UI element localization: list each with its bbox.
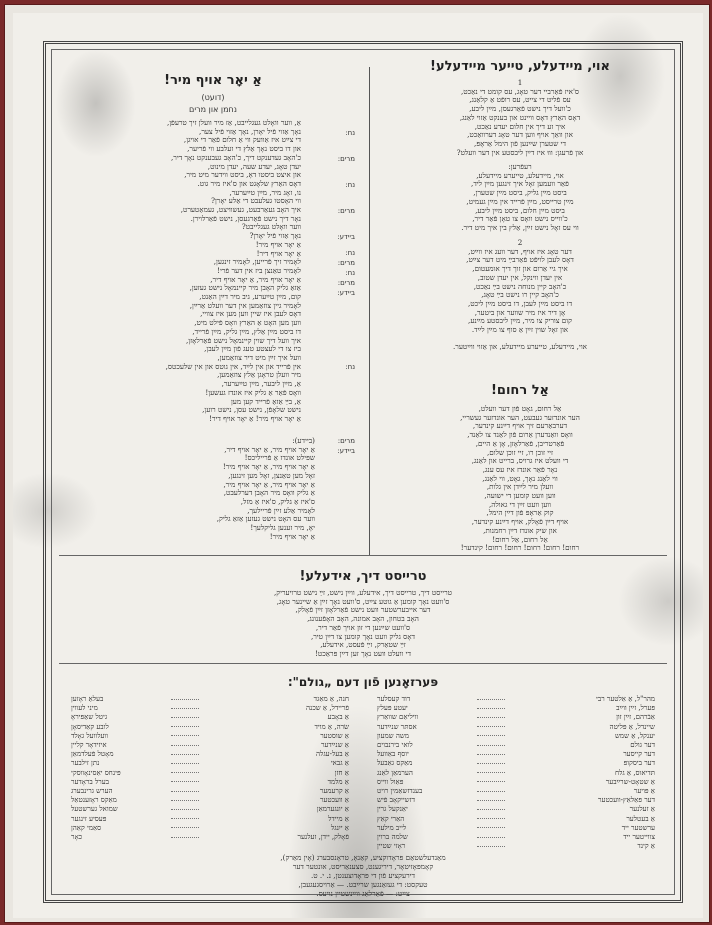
cast-role: אַ מלמד (327, 777, 349, 786)
section-number: 1 (517, 79, 523, 87)
cast-actor: איזידאָר קליין (71, 741, 107, 749)
cast-row (375, 741, 655, 750)
footer-line: מאַנדעלשטאַם פּראָדוקציע, קאַנאָ, טראָנסבערג (אָין מאַרק), (280, 853, 446, 862)
poem-line: ווי לאַנג נאָך, גאָט, ווי לאַנג, (482, 474, 558, 483)
verse-line: כ'וועל דיך נישט פֿאַרגעסן, מײַן ליבע, (469, 105, 571, 114)
cast-actor: האַרי קאַץ (377, 814, 405, 823)
cast-role: פֿריידל, אַ שכנה (306, 704, 349, 713)
duet-line: אין פֿרייד און אין לײַד, אין גוטס און אין שלעכטס, (165, 362, 301, 371)
verse-line: איך גיי אַרום און זוך דיך אומעטום, (472, 265, 568, 274)
refrain-line: כ'ווייס נישט וואָס צו טאָן פֿאַר דיר, (472, 215, 568, 224)
duet-line: נישט שלאָפֿן, נישט עסן, נישט רוען, (202, 406, 301, 415)
poem-title: אַל רחום! (490, 383, 550, 398)
cast-row (375, 759, 655, 768)
verse-line: עס פֿליט די צייט, עס רופֿט אַ קלאַנג, (469, 96, 571, 105)
cast-role: שיינדל, אַ פּליטה (609, 722, 655, 731)
cast-actor: יאַנקעל גרין (377, 805, 408, 814)
poem-line: וועלן מיר לײַדן אין גלות, (486, 483, 554, 492)
cast-row (375, 842, 655, 851)
middle-line: דאָס גליק וועט נאָך קומען צו דײַן טיר, (310, 632, 416, 641)
middle-line: די וועלט וועט נאָך זען דײַן פּראַכט! (315, 649, 411, 658)
leader-dots (477, 699, 505, 700)
scan-frame (4, 4, 710, 923)
cast-actor: דזשייקאָב פֿיש (377, 796, 415, 805)
refrain-line: ביסט מײַן גליק, ביסט מײַן שטערן, (473, 189, 567, 198)
leader-dots (477, 726, 505, 727)
leader-dots (477, 763, 505, 764)
cast-role: פֿאָלק, יידן, זעלנער (297, 833, 349, 841)
cast-role: אַ מיידל (328, 814, 349, 823)
cast-role: צווייטער ייד (623, 833, 655, 841)
refrain-1 (385, 163, 655, 233)
duet-line: וואָס פֿאַר אַ גליק איז אונדז געשען! (205, 388, 301, 397)
cast-row (375, 704, 655, 713)
cast-actor: לייב מילער (377, 823, 407, 832)
verse-line: קום צוריק צו מיר, מײַן ליבסטע מײַנע, (468, 317, 572, 326)
leader-dots (171, 735, 199, 736)
cast-role: אַ זעלנער (629, 805, 655, 814)
speaker-label: מרים: (337, 259, 355, 267)
footer-credits (163, 853, 563, 898)
cast-actor: בעלאַ ראָזען (71, 695, 104, 703)
cast-row (375, 713, 655, 722)
duet-line: די צײַט איז אַוועק ווי אַ חלום פֿאַר די אויגן, (183, 136, 301, 145)
duet-lines (69, 119, 301, 424)
section-number: 2 (517, 239, 523, 247)
cast-role: חנה, אַ מאַגד (313, 695, 349, 703)
leader-dots (477, 809, 505, 810)
cast-row (375, 695, 655, 704)
speaker-label: נח: (345, 181, 355, 189)
cast-role: דער גולם (630, 741, 655, 749)
poem-line: ווען וועט קומען די ישועה, (484, 492, 556, 501)
verse-line: די שטערן שײַנען פֿון הימל אַראָפּ, (474, 139, 566, 148)
cast-role: דער קייסער (623, 750, 655, 759)
cast-row (69, 713, 349, 722)
poem-line: אַל רחום, אַל רחום! (492, 535, 548, 544)
leader-dots (477, 800, 505, 801)
leader-dots (171, 791, 199, 792)
poem-line: פֿאַרטריבן, פֿאַרלאָזן, אָן אַ היים, (475, 439, 565, 448)
leader-dots (477, 772, 505, 773)
cast-actor: מיני לעווין (71, 704, 98, 713)
cast-actor: סאַמי קאַהן (71, 823, 102, 832)
middle-line: טרייסט דיך, טרייסט דיך, אידעלע, ווײַן נישט, זײַ נישט טרויעריק, (274, 589, 452, 597)
verse-line: אָן דיר איז מיר שווער און ביטער, (474, 308, 566, 317)
cast-role: אַ גבאי (330, 759, 349, 768)
leader-dots (171, 800, 199, 801)
closing-chorus (75, 437, 315, 541)
cast-role: אַ באָבע (327, 713, 349, 722)
leader-dots (477, 754, 505, 755)
duet-line: און דו ביסט נאָך אַלץ די זעלבע ווי פֿריער, (187, 145, 301, 154)
middle-line: ס'וועט שײַנען די זון אויך פֿאַר דיר, (315, 623, 411, 632)
cast-row (375, 833, 655, 842)
stanza-1 (385, 79, 655, 157)
verse-line: אין יעדן ווינקל, אין יעדן שטוב, (477, 273, 563, 282)
speaker-label: נח: (345, 249, 355, 257)
cast-role: אַבֿרהם, זײַן זון (616, 713, 655, 722)
leader-dots (477, 781, 505, 782)
leader-dots (171, 763, 199, 764)
cast-row (69, 805, 349, 814)
duet-line: אַזאַ גליק האָבן מיר קיינמאָל נישט געזען, (189, 284, 301, 293)
speaker-label: נח: (345, 129, 355, 137)
duet-line: ווען מען האָט אַ האַרץ וואָס פֿילט מיט, (194, 319, 301, 328)
poem-line: נאָר פֿאַר אונדז איז עס ענג, (482, 465, 558, 474)
closing-line: לאָמיר אַלע זײַן פֿריילעך, (247, 506, 315, 515)
column-divider (369, 67, 370, 555)
footer-line: טעקסט: די געזאַנגען שרײַבט. — אַרויסגעגעבן, (298, 880, 428, 889)
speaker-label: נח: (345, 363, 355, 371)
cast-actor: הערש גרינבערג (71, 787, 113, 795)
song-subtitle: (דועט) (201, 93, 225, 102)
verse-line: כ'האָב קיין רו נישט בײַ טאָג, (481, 291, 559, 300)
closing-line: אַ יאָר אויף מיר, אַ יאָר אויף מיר, (223, 480, 315, 489)
duet-line: איך וועל דיך שוין קיינמאָל נישט פֿאַרלאָזן, (185, 336, 301, 345)
middle-line: זײַ שטאַרק, זײַ פֿעסט, אידעלע, (320, 641, 406, 650)
song-title-left: אַ יאָר אויף מיר! (164, 73, 262, 88)
cast-row (375, 805, 655, 814)
cast-actor: וועלוועל גאָלד (71, 731, 109, 740)
poem-line: זיי זוכן רו, זיי זוכן שלום, (486, 448, 554, 457)
cast-role: שׂרה, אַ מויד (314, 722, 349, 731)
refrain-line: אוי, מיידעלע, טייערע מיידעלע, (476, 171, 564, 180)
poem-line: וואָס וואַנדערן אַרום פֿון לאַנד צו לאַנד, (467, 431, 573, 440)
footer-line: דירעקציע פֿון די פּראָדוצענטן, נ. י. ט. (311, 871, 415, 880)
cast-row (69, 815, 349, 824)
duet-line: ביז צו די לעצטע טעג פֿון מײַן לעבן, (204, 345, 301, 354)
cast-row (375, 723, 655, 732)
cast-role: תּדיאוס, אַ גלח (614, 768, 655, 777)
cast-actor: לואי בירנבוים (377, 741, 413, 749)
cast-role: אַ ייִנגל (331, 823, 349, 832)
refrain-line: ווי עס זאָל נישט זײַן, אַלץ בין איך מיט דיר. (461, 223, 579, 232)
speaker-label: מרים: (337, 437, 355, 445)
closing-line: אַ יאָר אויף מיר, אַ יאָר אויף דיר, (224, 445, 315, 454)
duet-line: נאָך אַזוי פֿיל יאָרן? (249, 232, 301, 241)
cast-actor: כאָר (71, 833, 83, 841)
cast-actor: פּעסיע זינגער (71, 814, 107, 823)
cast-actor: שלמה ברוין (377, 833, 408, 841)
speaker-label: ביידע: (337, 233, 355, 241)
cast-actor: שמואל גערשטעל (71, 805, 118, 814)
cast-row (69, 759, 349, 768)
duet-line: אַ יאָר אויף מיר! אַ יאָר אויף דיר! (209, 414, 301, 423)
cast-role: ערשטער ייד (621, 823, 655, 832)
duet-line: ווי האָסטו געלעבט די אַלע יאָרן? (211, 197, 301, 206)
duet-line: איך האָב געאַרבעט, געשוויצט, געמאַטערט, (180, 206, 301, 215)
cast-row (375, 750, 655, 759)
verse-line: און וואַך אויף ווען דער טאָג דערוואַכט, (467, 131, 573, 140)
verse-line: דו ביסט מײַן לעבן, דו ביסט מײַן ליכט, (467, 299, 573, 308)
cast-actor: לובע קאַדיסאָן (71, 722, 109, 731)
leader-dots (171, 772, 199, 773)
cast-row (69, 750, 349, 759)
cast-role: מהר"ל, אַ אַלטער רבי (596, 695, 655, 703)
poem-line: קוק אַראָפּ פֿון דײַן הימל, (486, 509, 554, 518)
poem-closing-line: רחום! רחום! רחום! רחום! רחום! קינדער! (460, 544, 580, 553)
duet-line: אַ, ווער וואָלט געגלייבט, אַז מיר וועלן זיך טרעפֿן, (166, 119, 301, 127)
duet-line: וועל איך זײַן מיט דיר צוזאַמען, (217, 353, 301, 362)
poem-line: אויף דײַן פֿאָלק, אויף דײַנע קינדער, (471, 518, 569, 527)
leader-dots (171, 708, 199, 709)
cast-row (69, 704, 349, 713)
poem-line: אַל רחום, גאָט פֿון דער וועלט, (478, 405, 562, 413)
rule-above-cast (59, 663, 667, 664)
leader-dots (477, 846, 505, 847)
poem-line: און שיק אונדז דײַן רחמנות, (483, 526, 557, 535)
cast-actor: בענדזשאַמין רויט (377, 787, 423, 795)
verse-line: ס'איז פֿאַרביי דער טאָג, עס קומט די נאַכט, (460, 87, 580, 96)
cast-row (69, 796, 349, 805)
cast-row (69, 695, 349, 704)
rule-above-middle (59, 555, 667, 556)
cast-row (69, 741, 349, 750)
cast-actor: בערל בראָדער (71, 777, 110, 786)
closing-line: ווער עס האָט נישט געזען אַזאַ גליק, (216, 515, 315, 524)
duet-line: נאָר דיך נישט פֿאַרגעסן, נישט פֿאַרלוירן. (190, 214, 301, 223)
middle-song-body (183, 589, 543, 659)
leader-dots (171, 809, 199, 810)
cast-row (375, 732, 655, 741)
leader-dots (477, 708, 505, 709)
cast-actor: אסתּר שנײַדער (377, 722, 417, 731)
refrain-label: רעפֿרען: (508, 163, 532, 171)
duet-line: דאָס האַרץ שלאָגט און ס'איז מיר גוט. (197, 179, 301, 188)
cast-title: פּערזאָנען פֿון דעם „גולם": (287, 675, 439, 689)
cast-role: אַ קרעמער (319, 787, 349, 795)
cast-role: פּערל, זײַן ווײַב (616, 704, 655, 713)
refrain-line: ביסט מײַן חלום, ביסט מײַן ליבע, (475, 206, 565, 215)
duet-line: לאָמיר גיין צוזאַמען אין דער וועלט אַרײַן, (189, 301, 301, 310)
cast-actor: דוד קעסלער (377, 695, 411, 703)
duet-line: נאָך אַזוי פֿיל יאָרן, נאָך אַזוי פֿיל צער, (199, 127, 301, 136)
verse-line: איך זע דיך אין חלום יעדע נאַכט, (474, 122, 566, 131)
cast-actor: מאָטל פֿעלדמאַן (71, 750, 114, 759)
leader-dots (477, 818, 505, 819)
middle-line: ס'וועט נאָך קומען אַ גוטע צײַט, ס'וועט נאָך זײַן אַ שיינער טאָג, (276, 597, 450, 606)
refrain-line: פֿאַר וועמען זאָל איך זינגען מײַן ליד, (471, 180, 569, 189)
cast-actor: יעטע פּעלץ (377, 704, 408, 713)
cast-row (375, 824, 655, 833)
duet-line: יעדן טאָג, יעדע שעה, יעדן מינוט, (207, 162, 301, 171)
duet-line: ווער וואָלט געגלייבט? (241, 223, 301, 232)
footer-line: קאָמפּאָזיטאָר, דיריגענט, סצענאַריסט, אונטער דער (292, 862, 434, 871)
cast-row (69, 778, 349, 787)
cast-row (69, 723, 349, 732)
cast-actor: ראָזי שטיין (377, 842, 406, 851)
cast-actor: משה שמעון (377, 731, 409, 740)
leader-dots (477, 745, 505, 746)
cast-role: דער ביסקופּ (623, 759, 655, 768)
song-credit: נחמן און מרים (189, 105, 237, 114)
leader-dots (171, 717, 199, 718)
leader-dots (171, 699, 199, 700)
poem-line: ווען וועט זײַן די גאולה, (489, 500, 551, 509)
cast-row (69, 787, 349, 796)
cast-row (375, 796, 655, 805)
closing-line: יאָ, מיר זענען גליקלעך! (250, 524, 315, 533)
cast-row (375, 778, 655, 787)
stanza-2 (385, 239, 655, 351)
closing-line: אַ גליק וואָס מיר האָבן דערלעבט, (223, 489, 315, 498)
refrain-line: אוי, מיידעלע, טייערע מיידעלע, און אַזוי ווײַטער. (453, 342, 587, 351)
speaker-label: ביידע: (337, 447, 355, 455)
leader-dots (477, 735, 505, 736)
cast-role: יענקל, אַ שמש (614, 731, 655, 740)
leader-dots (477, 791, 505, 792)
cast-actor: יוסף באַוועל (377, 750, 409, 759)
leader-dots (171, 818, 199, 819)
cast-role: אַ חזן (334, 768, 349, 777)
middle-line: דער אייבערשטער וועט נישט פֿאַרלאָזן זײַן פֿאָלק, (295, 606, 431, 615)
closing-label: (ביידע): (292, 437, 315, 445)
cast-role: דער פּאַלאַץ-וועכטער (598, 796, 655, 805)
scanned-page (13, 13, 703, 918)
cast-role: אַ פּויער (633, 787, 655, 795)
cast-actor: גיטל שאַפּיראָ (71, 713, 108, 722)
duet-line: און איצט ביסטו דאָ, ביסט ווידער מיט מיר, (184, 171, 301, 180)
duet-line: קום, מײַן טײַערע, גיב מיר דײַן האַנט, (199, 293, 301, 302)
cast-role: אַ שנײַדער (320, 741, 349, 749)
duet-line: אַ, בײַ אַזאַ פֿרייד קען מען (230, 397, 301, 406)
verse-line: כ'האָב קיין מנוחה נישט בײַ נאַכט, (473, 282, 567, 291)
duet-line: לאָמיר טאַנצן ביז אין דער פֿרי! (217, 266, 301, 275)
cast-row (375, 815, 655, 824)
poem-line: די וועלט איז גרויס, ברייט און לאַנג, (471, 457, 569, 466)
duet-line: לאָמיר זיך פֿרייען, לאָמיר זינגען, (213, 258, 301, 267)
speaker-label: ביידע: (337, 289, 355, 297)
closing-line: אַ יאָר אויף מיר! (269, 532, 315, 541)
cast-actor: פּאַול ווייס (377, 777, 404, 786)
duet-line: אַ יאָר אויף מיר, אַ יאָר אויף דיר, (210, 275, 301, 284)
verse-line: און פֿרעגן: וווּ איז דײַן ליבסטע אין דער וועלט? (456, 148, 584, 157)
refrain-line: מײַן טרייסט, מײַן פֿרייד אין מײַן געמיט, (466, 197, 574, 206)
verse-line: דער טאָג איז אויף, דער וועג איז ווײַט, (468, 247, 572, 256)
leader-dots (171, 726, 199, 727)
cast-actor: מאַקס גאַבעל (377, 759, 413, 768)
cast-row (69, 769, 349, 778)
leader-dots (171, 745, 199, 746)
cast-role: אַ בעל-עגלה (316, 750, 349, 759)
cast-actor: פּינחס יאַסינאָווסקי (71, 768, 121, 777)
poem-body (385, 405, 655, 553)
verse-line: דאָס האַרץ דאָס וויינט און בענקט אַזוי לאַנג, (459, 113, 581, 122)
closing-line: זאָל מען טאַנצן, זאָל מען זינגען, (228, 471, 315, 480)
speaker-label: נח: (345, 269, 355, 277)
cast-row (375, 787, 655, 796)
cast-row (69, 732, 349, 741)
leader-dots (477, 837, 505, 838)
cast-role: אַ וועכטער (319, 796, 349, 805)
cast-row (69, 833, 349, 842)
verse-line: און זאָל שוין זײַן אַ סוף צו מײַן לײַד. (471, 326, 569, 335)
speaker-label: מרים: (337, 155, 355, 163)
speaker-label: מרים: (337, 207, 355, 215)
cast-actor: מאַקס ראָזענטאַל (71, 796, 117, 805)
poem-line: דערבאַרעם זיך אויף דײַנע קינדער, (472, 422, 568, 431)
leader-dots (171, 827, 199, 828)
footer-line: צײַט: — פֿאַרלאַג ווײַנשטיין נויעס. (316, 889, 410, 898)
cast-actor: נתן זילבער (71, 759, 100, 768)
cast-row (375, 769, 655, 778)
cast-role: אַ בעטלער (626, 814, 655, 823)
duet-line: כ'האָב געדענקט דיך, כ'האָב געבענקט נאָך דיר, (171, 153, 301, 162)
cast-role: אַ יונגערמאַן (316, 805, 349, 814)
duet-line: אַ יאָר אויף דיר! (256, 249, 301, 258)
cast-row (69, 824, 349, 833)
closing-line: שפּילט אונדז אַ פֿרייליכס! (244, 454, 315, 463)
duet-line: נו, זאָג מיר, מײַן טײַערער, (229, 188, 301, 197)
cast-actor: וויליאַם שוואַרץ (377, 713, 419, 722)
closing-line: אַ יאָר אויף מיר, אַ יאָר אויף מיר! (222, 463, 315, 472)
middle-line: האָב בטחון, האָב אמונה, האָב האָפֿענונג, (307, 615, 419, 624)
closing-line: ס'איז אַ גליק, ס'איז אַ מזל, (240, 497, 315, 506)
cast-role: אַ קינד (637, 842, 655, 851)
duet-line: אַ, מײַן ליבער, מײַן טײַערער, (221, 380, 301, 389)
middle-song-title: טרייסט דיך, אידעלע! (299, 569, 427, 584)
duet-line: דאָס לעבן איז שיין ווען מען איז צוויי, (200, 310, 301, 319)
leader-dots (171, 754, 199, 755)
leader-dots (171, 781, 199, 782)
leader-dots (171, 837, 199, 838)
cast-role: אַ שוסטער (320, 731, 349, 740)
cast-role: אַ שטאָט-שרײַבער (605, 777, 655, 786)
cast-actor: הערמאַן לאַנג (377, 768, 413, 777)
duet-line: מיר וועלן טראָגן אַלץ צוזאַמען, (217, 371, 301, 380)
leader-dots (477, 827, 505, 828)
poem-line: הער אונדזער געבעט, הער אונדזער געשריי, (460, 413, 580, 422)
duet-line: דו ביסט מײַן אַלץ, מײַן גליק, מײַן פֿרייד, (192, 327, 301, 336)
song-title-right: אוי, מיידעלע, טייער מיידעלע! (430, 59, 610, 74)
speaker-label: מרים: (337, 279, 355, 287)
verse-line: דאָס לעבן לויפֿט פֿאַרבײַ מיט דער צײַט, (466, 256, 574, 265)
leader-dots (477, 717, 505, 718)
duet-line: אַ יאָר אויף מיר! (255, 240, 301, 249)
